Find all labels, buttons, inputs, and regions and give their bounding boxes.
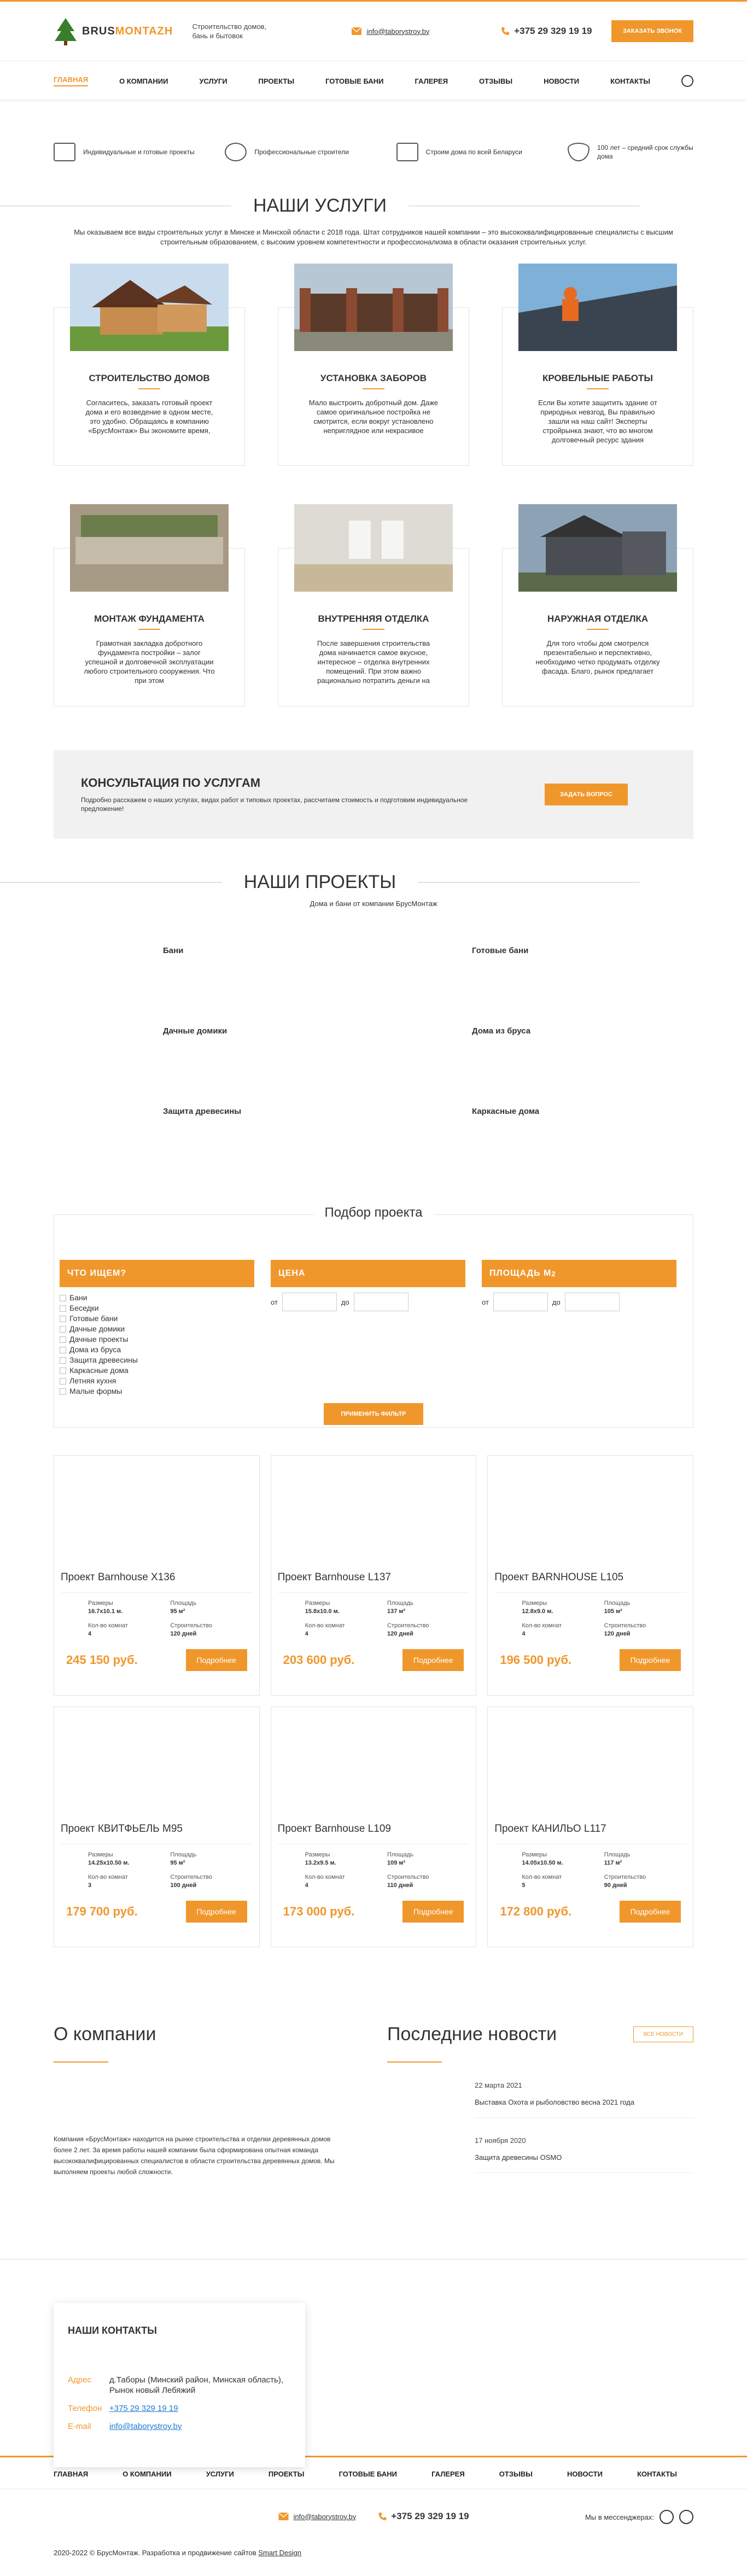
service-desc: Согласитесь, заказать готовый проект дома и его возведение в одном месте, это удобно. Обращаясь в компанию «БрусМонтаж» Вы экономите время, bbox=[85, 399, 213, 435]
project-price: 203 600 руб. bbox=[283, 1653, 355, 1667]
filter-title: Подбор проекта bbox=[313, 1205, 433, 1220]
details-button[interactable]: Подробнее bbox=[186, 1901, 247, 1923]
checkbox[interactable] bbox=[60, 1347, 66, 1353]
project-card[interactable]: Проект Barnhouse L109 Размеры 13.2x9.5 м. Площадь 109 м² Кол-во комнат 4 Строительство 110 дней 173 000 руб. Подробнее bbox=[271, 1707, 477, 1947]
service-card[interactable] bbox=[502, 504, 693, 706]
callback-button[interactable]: ЗАКАЗАТЬ ЗВОНОК bbox=[611, 20, 693, 42]
search-icon[interactable] bbox=[681, 75, 693, 87]
price-from-input[interactable] bbox=[282, 1293, 337, 1311]
category-link[interactable]: Бани bbox=[163, 946, 184, 955]
footer-nav-services[interactable]: УСЛУГИ bbox=[206, 2469, 234, 2478]
details-button[interactable]: Подробнее bbox=[186, 1649, 247, 1671]
footer-contacts bbox=[0, 2489, 747, 2543]
project-filter bbox=[54, 1205, 693, 1428]
area-to-input[interactable] bbox=[565, 1293, 620, 1311]
projects-subtitle: Дома и бани от компании БрусМонтаж bbox=[310, 899, 437, 908]
contact-email-link[interactable]: info@taborystroy.by bbox=[109, 2422, 182, 2431]
roofing-photo bbox=[518, 264, 677, 351]
feature-item: Профессиональные строители bbox=[225, 143, 367, 161]
project-image bbox=[278, 1707, 470, 1820]
project-price: 196 500 руб. bbox=[500, 1653, 572, 1667]
contact-address: д.Таборы (Минский район, Минская область), Рынок новый Лебяжий bbox=[109, 2375, 284, 2395]
project-name: Проект BARNHOUSE L105 bbox=[494, 1572, 624, 1583]
filter-option[interactable]: Летняя кухня bbox=[60, 1376, 254, 1386]
area-from-input[interactable] bbox=[493, 1293, 548, 1311]
ask-question-button[interactable]: ЗАДАТЬ ВОПРОС bbox=[545, 784, 628, 805]
project-name: Проект КВИТФЬЕЛЬ М95 bbox=[61, 1823, 183, 1835]
project-name: Проект Barnhouse X136 bbox=[61, 1572, 176, 1583]
filter-option[interactable]: Готовые бани bbox=[60, 1313, 254, 1324]
project-image bbox=[278, 1456, 470, 1568]
interior-photo bbox=[294, 504, 453, 592]
service-title: УСТАНОВКА ЗАБОРОВ bbox=[320, 373, 427, 383]
contacts-card: НАШИ КОНТАКТЫ Адрес д.Таборы (Минский район, Минская область), Рынок новый Лебяжий Телефон +375 29 329 19 19 E-mail info@taborystroy.by bbox=[54, 2303, 305, 2467]
footer-nav-about[interactable]: О КОМПАНИИ bbox=[122, 2469, 172, 2478]
header-phone[interactable] bbox=[501, 26, 592, 37]
header-email[interactable] bbox=[351, 27, 429, 36]
projects-title: НАШИ ПРОЕКТЫ bbox=[243, 872, 396, 892]
checkbox[interactable] bbox=[60, 1316, 66, 1322]
service-card[interactable] bbox=[54, 504, 245, 706]
feature-item: 100 лет – средний срок службы дома bbox=[568, 143, 693, 161]
developer-link[interactable]: Smart Design bbox=[258, 2549, 302, 2557]
category-link[interactable]: Каркасные дома bbox=[472, 1107, 540, 1116]
nav-home[interactable]: ГЛАВНАЯ bbox=[54, 75, 88, 86]
project-name: Проект Barnhouse L109 bbox=[277, 1823, 391, 1835]
shield-icon bbox=[568, 143, 590, 161]
worker-icon bbox=[225, 143, 247, 161]
service-title: КРОВЕЛЬНЫЕ РАБОТЫ bbox=[542, 373, 653, 383]
filter-option[interactable]: Защита древесины bbox=[60, 1355, 254, 1365]
filter-type-header: ЧТО ИЩЕМ? bbox=[60, 1260, 254, 1287]
project-categories bbox=[54, 946, 693, 1116]
category-link[interactable]: Готовые бани bbox=[472, 946, 529, 955]
envelope-icon bbox=[351, 27, 362, 36]
service-title: МОНТАЖ ФУНДАМЕНТА bbox=[94, 614, 205, 624]
project-card[interactable]: Проект КАНИЛЬО L117 Размеры 14.05x10.50 м. Площадь 117 м² Кол-во комнат 5 Строительство 90 дней 172 800 руб. Подробнее bbox=[487, 1707, 693, 1947]
about-news-section bbox=[54, 2024, 693, 2215]
nav-services[interactable]: УСЛУГИ bbox=[199, 77, 227, 85]
service-title: НАРУЖНАЯ ОТДЕЛКА bbox=[547, 614, 649, 624]
consult-title: КОНСУЛЬТАЦИЯ ПО УСЛУГАМ bbox=[81, 776, 261, 790]
project-image bbox=[61, 1456, 253, 1568]
service-desc: Если Вы хотите защитить здание от природных невзгод, Вы правильно зашли на наш сайт! Эксперты стройрынка знают, что во многом долговечный ресурс здания bbox=[538, 399, 657, 444]
details-button[interactable]: Подробнее bbox=[402, 1649, 464, 1671]
exterior-photo bbox=[518, 504, 677, 592]
nav-gallery[interactable]: ГАЛЕРЕЯ bbox=[415, 77, 448, 85]
service-card[interactable] bbox=[278, 504, 469, 706]
apply-filter-button[interactable]: ПРИМЕНИТЬ ФИЛЬТР bbox=[324, 1403, 423, 1425]
news-block bbox=[387, 2024, 693, 2215]
house-icon bbox=[54, 143, 75, 161]
phone-icon bbox=[378, 2512, 387, 2521]
foundation-photo bbox=[70, 504, 229, 592]
details-button[interactable]: Подробнее bbox=[620, 1649, 681, 1671]
nav-about[interactable]: О КОМПАНИИ bbox=[119, 77, 168, 85]
header-email-text: info@taborystroy.by bbox=[366, 27, 430, 36]
price-to-input[interactable] bbox=[354, 1293, 408, 1311]
service-card[interactable] bbox=[54, 264, 245, 466]
project-price: 172 800 руб. bbox=[500, 1905, 572, 1918]
nav-ready-baths[interactable]: ГОТОВЫЕ БАНИ bbox=[325, 77, 384, 85]
filter-price-header: ЦЕНА bbox=[271, 1260, 465, 1287]
logo-text: BRUSMONTAZH bbox=[82, 25, 173, 37]
filter-area-header: ПЛОЩАДЬ М 2 bbox=[482, 1260, 676, 1287]
house-photo bbox=[70, 264, 229, 351]
footer-nav-projects[interactable]: ПРОЕКТЫ bbox=[268, 2469, 305, 2478]
filter-option[interactable]: Каркасные дома bbox=[60, 1365, 254, 1376]
services-grid bbox=[54, 264, 693, 706]
footer-nav-ready-baths[interactable]: ГОТОВЫЕ БАНИ bbox=[339, 2469, 397, 2478]
about-title: О компании bbox=[54, 2024, 156, 2045]
service-desc: Для того чтобы дом смотрелся презентабельно и перспективно, необходимо четко продумать отделку фасада. Благо, рынок предлагает bbox=[535, 639, 660, 675]
service-desc: Мало выстроить добротный дом. Даже самое оригинальное постройка не смотрится, если вокруг установлено неприглядное или некрасивое bbox=[308, 399, 439, 435]
contacts-section bbox=[0, 2259, 747, 2456]
project-name: Проект КАНИЛЬО L117 bbox=[494, 1823, 606, 1835]
filter-option[interactable]: Малые формы bbox=[60, 1386, 254, 1397]
checkbox[interactable] bbox=[60, 1357, 66, 1364]
checkbox[interactable] bbox=[60, 1368, 66, 1374]
service-title: ВНУТРЕННЯЯ ОТДЕЛКА bbox=[318, 614, 429, 624]
filter-area-col: ПЛОЩАДЬ М 2 от до bbox=[482, 1260, 676, 1397]
consult-text: Подробно расскажем о наших услугах, видах работ и типовых проектах, рассчитаем стоимость и подготовим индивидуальное предложение! bbox=[81, 796, 468, 813]
footer-nav-reviews[interactable]: ОТЗЫВЫ bbox=[499, 2469, 533, 2478]
services-heading bbox=[0, 195, 640, 217]
filter-option[interactable]: Дачные проекты bbox=[60, 1334, 254, 1345]
project-price: 173 000 руб. bbox=[283, 1905, 355, 1918]
details-button[interactable]: Подробнее bbox=[620, 1901, 681, 1923]
about-block bbox=[54, 2024, 349, 2215]
phone-icon bbox=[501, 27, 510, 36]
project-card[interactable]: Проект КВИТФЬЕЛЬ М95 Размеры 14.25x10.50 м. Площадь 95 м² Кол-во комнат 3 Строительство 100 дней 179 700 руб. Подробнее bbox=[54, 1707, 260, 1947]
details-button[interactable]: Подробнее bbox=[402, 1901, 464, 1923]
project-image bbox=[61, 1707, 253, 1820]
service-desc: Грамотная закладка добротного фундамента постройки – залог успешной и долговечной эксплуатации любого строительного сооружения. Что при этом bbox=[84, 639, 215, 685]
category-link[interactable]: Защита древесины bbox=[163, 1107, 242, 1116]
project-name: Проект Barnhouse L137 bbox=[277, 1572, 391, 1583]
project-card[interactable]: Проект BARNHOUSE L105 Размеры 12.8x9.0 м. Площадь 105 м² Кол-во комнат 4 Строительство 120 дней 196 500 руб. Подробнее bbox=[487, 1455, 693, 1696]
checkbox[interactable] bbox=[60, 1326, 66, 1333]
features-row bbox=[54, 122, 693, 182]
project-price: 245 150 руб. bbox=[66, 1653, 138, 1667]
consultation-banner bbox=[54, 750, 693, 839]
filter-option[interactable]: Дома из бруса bbox=[60, 1345, 254, 1355]
news-item[interactable]: 17 ноября 2020 Защита древесины OSMO bbox=[475, 2136, 693, 2173]
nav-projects[interactable]: ПРОЕКТЫ bbox=[258, 77, 295, 85]
feature-item: Строим дома по всей Беларуси bbox=[396, 143, 539, 161]
services-intro: Мы оказываем все виды строительных услуг в Минске и Минской области с 2018 года. Штат сотрудников нашей компании – это высококвалифицированные специалисты с высшим строительным образованием, с высоким уровнем компетентности и профессионализма в области оказания строительных услуг. bbox=[74, 228, 673, 246]
checkbox[interactable] bbox=[60, 1295, 66, 1301]
service-card[interactable] bbox=[278, 264, 469, 466]
category-link[interactable]: Дачные домики bbox=[163, 1026, 227, 1036]
envelope-icon bbox=[278, 2512, 289, 2521]
nav-reviews[interactable]: ОТЗЫВЫ bbox=[479, 77, 513, 85]
filter-price-col: ЦЕНА от до bbox=[271, 1260, 465, 1397]
footer-nav-home[interactable]: ГЛАВНАЯ bbox=[54, 2469, 89, 2478]
filter-option[interactable]: Беседки bbox=[60, 1303, 254, 1313]
project-image bbox=[494, 1456, 686, 1568]
checkbox[interactable] bbox=[60, 1305, 66, 1312]
nav-contacts[interactable]: КОНТАКТЫ bbox=[610, 77, 650, 85]
footer-nav-gallery[interactable]: ГАЛЕРЕЯ bbox=[431, 2469, 465, 2478]
viber-icon[interactable] bbox=[660, 2510, 674, 2524]
tree-logo-icon bbox=[54, 17, 78, 45]
services-title: НАШИ УСЛУГИ bbox=[253, 195, 387, 216]
checkbox[interactable] bbox=[60, 1336, 66, 1343]
nav-news[interactable]: НОВОСТИ bbox=[544, 77, 580, 85]
about-text: Компания «БрусМонтаж» находится на рынке строительства и отделки деревянных домов более 2 лет. За время работы нашей компании была сформирована опытная команда высококвалифицированных специалистов в области строительства деревянных домов. Мы выполняем проекты любой сложности. bbox=[54, 2135, 335, 2176]
footer-email[interactable]: info@taborystroy.by bbox=[278, 2512, 356, 2521]
copyright: 2020-2022 © БрусМонтаж. Разработка и продвижение сайтов Smart Design bbox=[54, 2549, 302, 2557]
filter-option[interactable]: Дачные домики bbox=[60, 1324, 254, 1334]
checkbox[interactable] bbox=[60, 1388, 66, 1395]
project-image bbox=[494, 1707, 686, 1820]
news-title: Последние новости bbox=[387, 2024, 557, 2045]
news-item[interactable]: 22 марта 2021 Выставка Охота и рыболовство весна 2021 года bbox=[475, 2081, 693, 2118]
whatsapp-icon[interactable] bbox=[679, 2510, 693, 2524]
all-news-button[interactable]: ВСЕ НОВОСТИ bbox=[633, 2026, 693, 2042]
feature-item: Индивидуальные и готовые проекты bbox=[54, 143, 196, 161]
projects-grid bbox=[54, 1455, 693, 1947]
project-price: 179 700 руб. bbox=[66, 1905, 138, 1918]
fence-photo bbox=[294, 264, 453, 351]
header bbox=[54, 2, 693, 61]
filter-option[interactable]: Бани bbox=[60, 1293, 254, 1303]
logo[interactable] bbox=[54, 17, 173, 45]
messengers: Мы в мессенджерах: bbox=[585, 2510, 693, 2524]
header-phone-text: +375 29 329 19 19 bbox=[514, 26, 592, 36]
service-desc: После завершения строительства дома начинается самое вкусное, интересное – отделка внутренних помещений. При этом важно рационально потратить деньги на bbox=[317, 639, 430, 685]
service-title: СТРОИТЕЛЬСТВО ДОМОВ bbox=[89, 373, 210, 383]
contact-phone-link[interactable]: +375 29 329 19 19 bbox=[109, 2404, 178, 2413]
service-card[interactable] bbox=[502, 264, 693, 466]
truck-icon bbox=[396, 143, 418, 161]
projects-heading bbox=[0, 872, 640, 893]
filter-type-col bbox=[60, 1260, 254, 1397]
project-card[interactable]: Проект Barnhouse L137 Размеры 15.8x10.0 м. Площадь 137 м² Кол-во комнат 4 Строительство 120 дней 203 600 руб. Подробнее bbox=[271, 1455, 477, 1696]
contacts-title: НАШИ КОНТАКТЫ bbox=[68, 2325, 157, 2336]
footer-nav-news[interactable]: НОВОСТИ bbox=[567, 2469, 603, 2478]
main-nav bbox=[0, 61, 747, 100]
project-card[interactable]: Проект Barnhouse X136 Размеры 16.7x10.1 м. Площадь 95 м² Кол-во комнат 4 Строительство 120 дней 245 150 руб. Подробнее bbox=[54, 1455, 260, 1696]
checkbox[interactable] bbox=[60, 1378, 66, 1385]
footer-nav-contacts[interactable]: КОНТАКТЫ bbox=[637, 2469, 677, 2478]
footer-phone[interactable]: +375 29 329 19 19 bbox=[378, 2511, 469, 2522]
tagline: Строительство домов, бань и бытовок bbox=[192, 22, 267, 40]
footer-nav bbox=[0, 2456, 747, 2489]
category-link[interactable]: Дома из бруса bbox=[472, 1026, 531, 1036]
